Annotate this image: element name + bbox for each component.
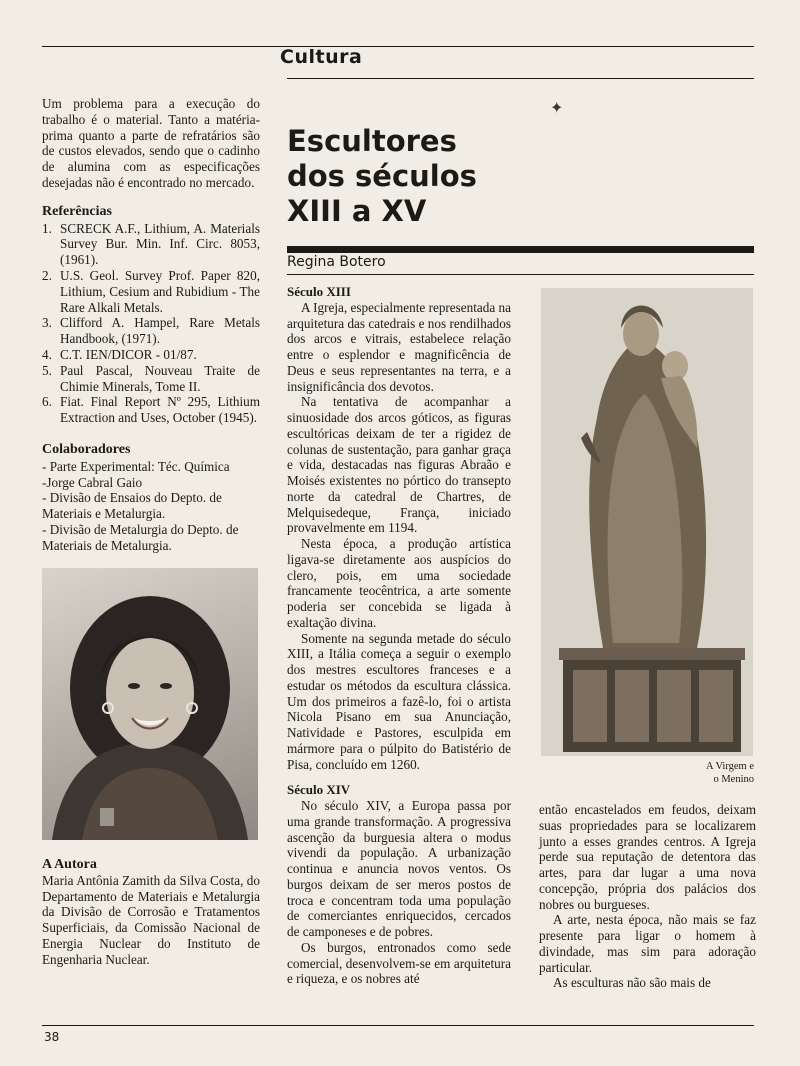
paragraph: As esculturas não são mais de	[553, 975, 711, 991]
left-column	[42, 96, 260, 554]
paragraph: Somente na segunda metade do século XIII, a Itália começa a seguir o exemplo dos mestres escultores franceses e a estudar os métodos da escultura clássica. Um dos primeiros a fazê-lo, foi o artista Nicola Pisano em sua Anunciação, Natividade e Pastores, esculpida em mármore para o púlpito do Batistério de Pisa, concluído em 1260.	[287, 630, 511, 772]
author-portrait-icon	[42, 568, 258, 840]
reference-item: 4. C.T. IEN/DICOR - 01/87.	[42, 346, 197, 362]
paragraph: então encastelados em feudos, deixam suas propriedades para se localizarem junto a esses grandes centros. A Igreja perde sua reputação de detentora das artes, para dar lugar a uma nova concepção, própria dos palácios dos nobres ou burgueses.	[539, 802, 756, 912]
reference-item: 5. Paul Pascal, Nouveau Traite de Chimie Minerals, Tome II.	[42, 362, 260, 394]
reference-item: 2. U.S. Geol. Survey Prof. Paper 820, Lithium, Cesium and Rubidium - The Rare Alkali Metals.	[42, 267, 260, 315]
collaborator-item: - Divisão de Metalurgia do Depto. de Materiais de Metalurgia.	[42, 521, 239, 553]
references-list	[42, 221, 260, 426]
paragraph: A Igreja, especialmente representada na arquitetura das catedrais e nos rendilhados dos arcos e vitrais, estabelece relação entre o esplendor e magnificência de Deus e seus representantes na terra, e a insignificância dos devotos.	[287, 299, 511, 394]
article-column-1	[287, 284, 511, 987]
decorative-bird-icon: ✦	[550, 100, 564, 117]
author-heading: A Autora	[42, 857, 97, 872]
virgin-and-child-statue-icon	[541, 288, 753, 756]
paragraph: Na tentativa de acompanhar a sinuosidade dos arcos góticos, as figuras escultóricas deixam de ter a rigidez de colunas de sustentação, para ganhar graça e vida, destacadas nas figuras Abraão e Moisés existentes no pórtico do transepto norte da catedral de Chartres, de Melquisedeque, França, iniciado provavelmente em 1194.	[287, 394, 511, 536]
collaborator-item: - Divisão de Ensaios do Depto. de Materiais e Metalurgia.	[42, 490, 222, 522]
article-title	[287, 124, 617, 229]
paragraph: Os burgos, entronados como sede comercial, desenvolvem-se em arquitetura e riqueza, e os nobres até	[287, 939, 511, 987]
intro-paragraph: Um problema para a execução do trabalho é o material. Tanto a matéria-prima quanto a parte de refratários são de custos elevados, sendo que o cadinho de alumina com as especificações desejadas não é encontrado no mercado.	[42, 96, 260, 190]
byline-rule	[287, 274, 754, 275]
title-line: XIII a XV	[287, 194, 427, 228]
article-column-2	[539, 802, 756, 991]
title-line: dos séculos	[287, 159, 477, 193]
collaborator-item: -Jorge Cabral Gaio	[42, 474, 143, 490]
author-section	[42, 857, 260, 968]
references-heading: Referências	[42, 203, 112, 219]
reference-item: 1. SCRECK A.F., Lithium, A. Materials Survey Bur. Min. Inf. Circ. 8053, (1961).	[42, 220, 260, 268]
title-line: Escultores	[287, 124, 457, 158]
paragraph: A arte, nesta época, não mais se faz presente para ligar o homem à divindade, mas sim para adoração particular.	[539, 912, 756, 975]
reference-item: 3. Clifford A. Hampel, Rare Metals Handbook, (1971).	[42, 315, 260, 347]
header-rule-right	[287, 78, 754, 79]
section-heading: Século XIII	[287, 284, 351, 299]
collaborators-list	[42, 459, 260, 554]
reference-item: 6. Fiat. Final Report Nº 295, Lithium Extraction and Uses, October (1945).	[42, 394, 260, 426]
byline: Regina Botero	[287, 254, 386, 270]
title-thick-rule	[287, 246, 754, 253]
author-bio: Maria Antônia Zamith da Silva Costa, do Departamento de Materiais e Metalurgia da Divisão de Corrosão e Tratamentos Superficiais, da Comissão Nacional de Energia Nuclear do Instituto de Engenharia Nuclear.	[42, 872, 260, 967]
collaborator-item: - Parte Experimental: Téc. Química	[42, 458, 230, 474]
image-caption: A Virgem e o Menino	[706, 761, 754, 785]
footer-rule	[42, 1025, 754, 1026]
section-heading: Século XIV	[287, 782, 351, 798]
author-photo	[42, 568, 258, 840]
paragraph: Nesta época, a produção artística ligava-se diretamente aos auspícios do clero, pois, em uma sociedade francamente teocêntrica, a arte somente poderia ser concebida se ligada à exaltação divina.	[287, 536, 511, 630]
paragraph: No século XIV, a Europa passa por uma grande transformação. A progressiva ascenção da burguesia altera o modus vivendi da população. A urbanização continua e anuncia novos ventos. Os burgos deixam de ser meros postos de troca e concentram toda uma população de comerciantes enriquecidos, cercados de camponeses e de pobres.	[287, 798, 511, 939]
collaborators-heading: Colaboradores	[42, 441, 131, 457]
section-label: Cultura	[280, 46, 363, 68]
statue-photo	[541, 288, 753, 756]
page-number: 38	[44, 1030, 60, 1044]
